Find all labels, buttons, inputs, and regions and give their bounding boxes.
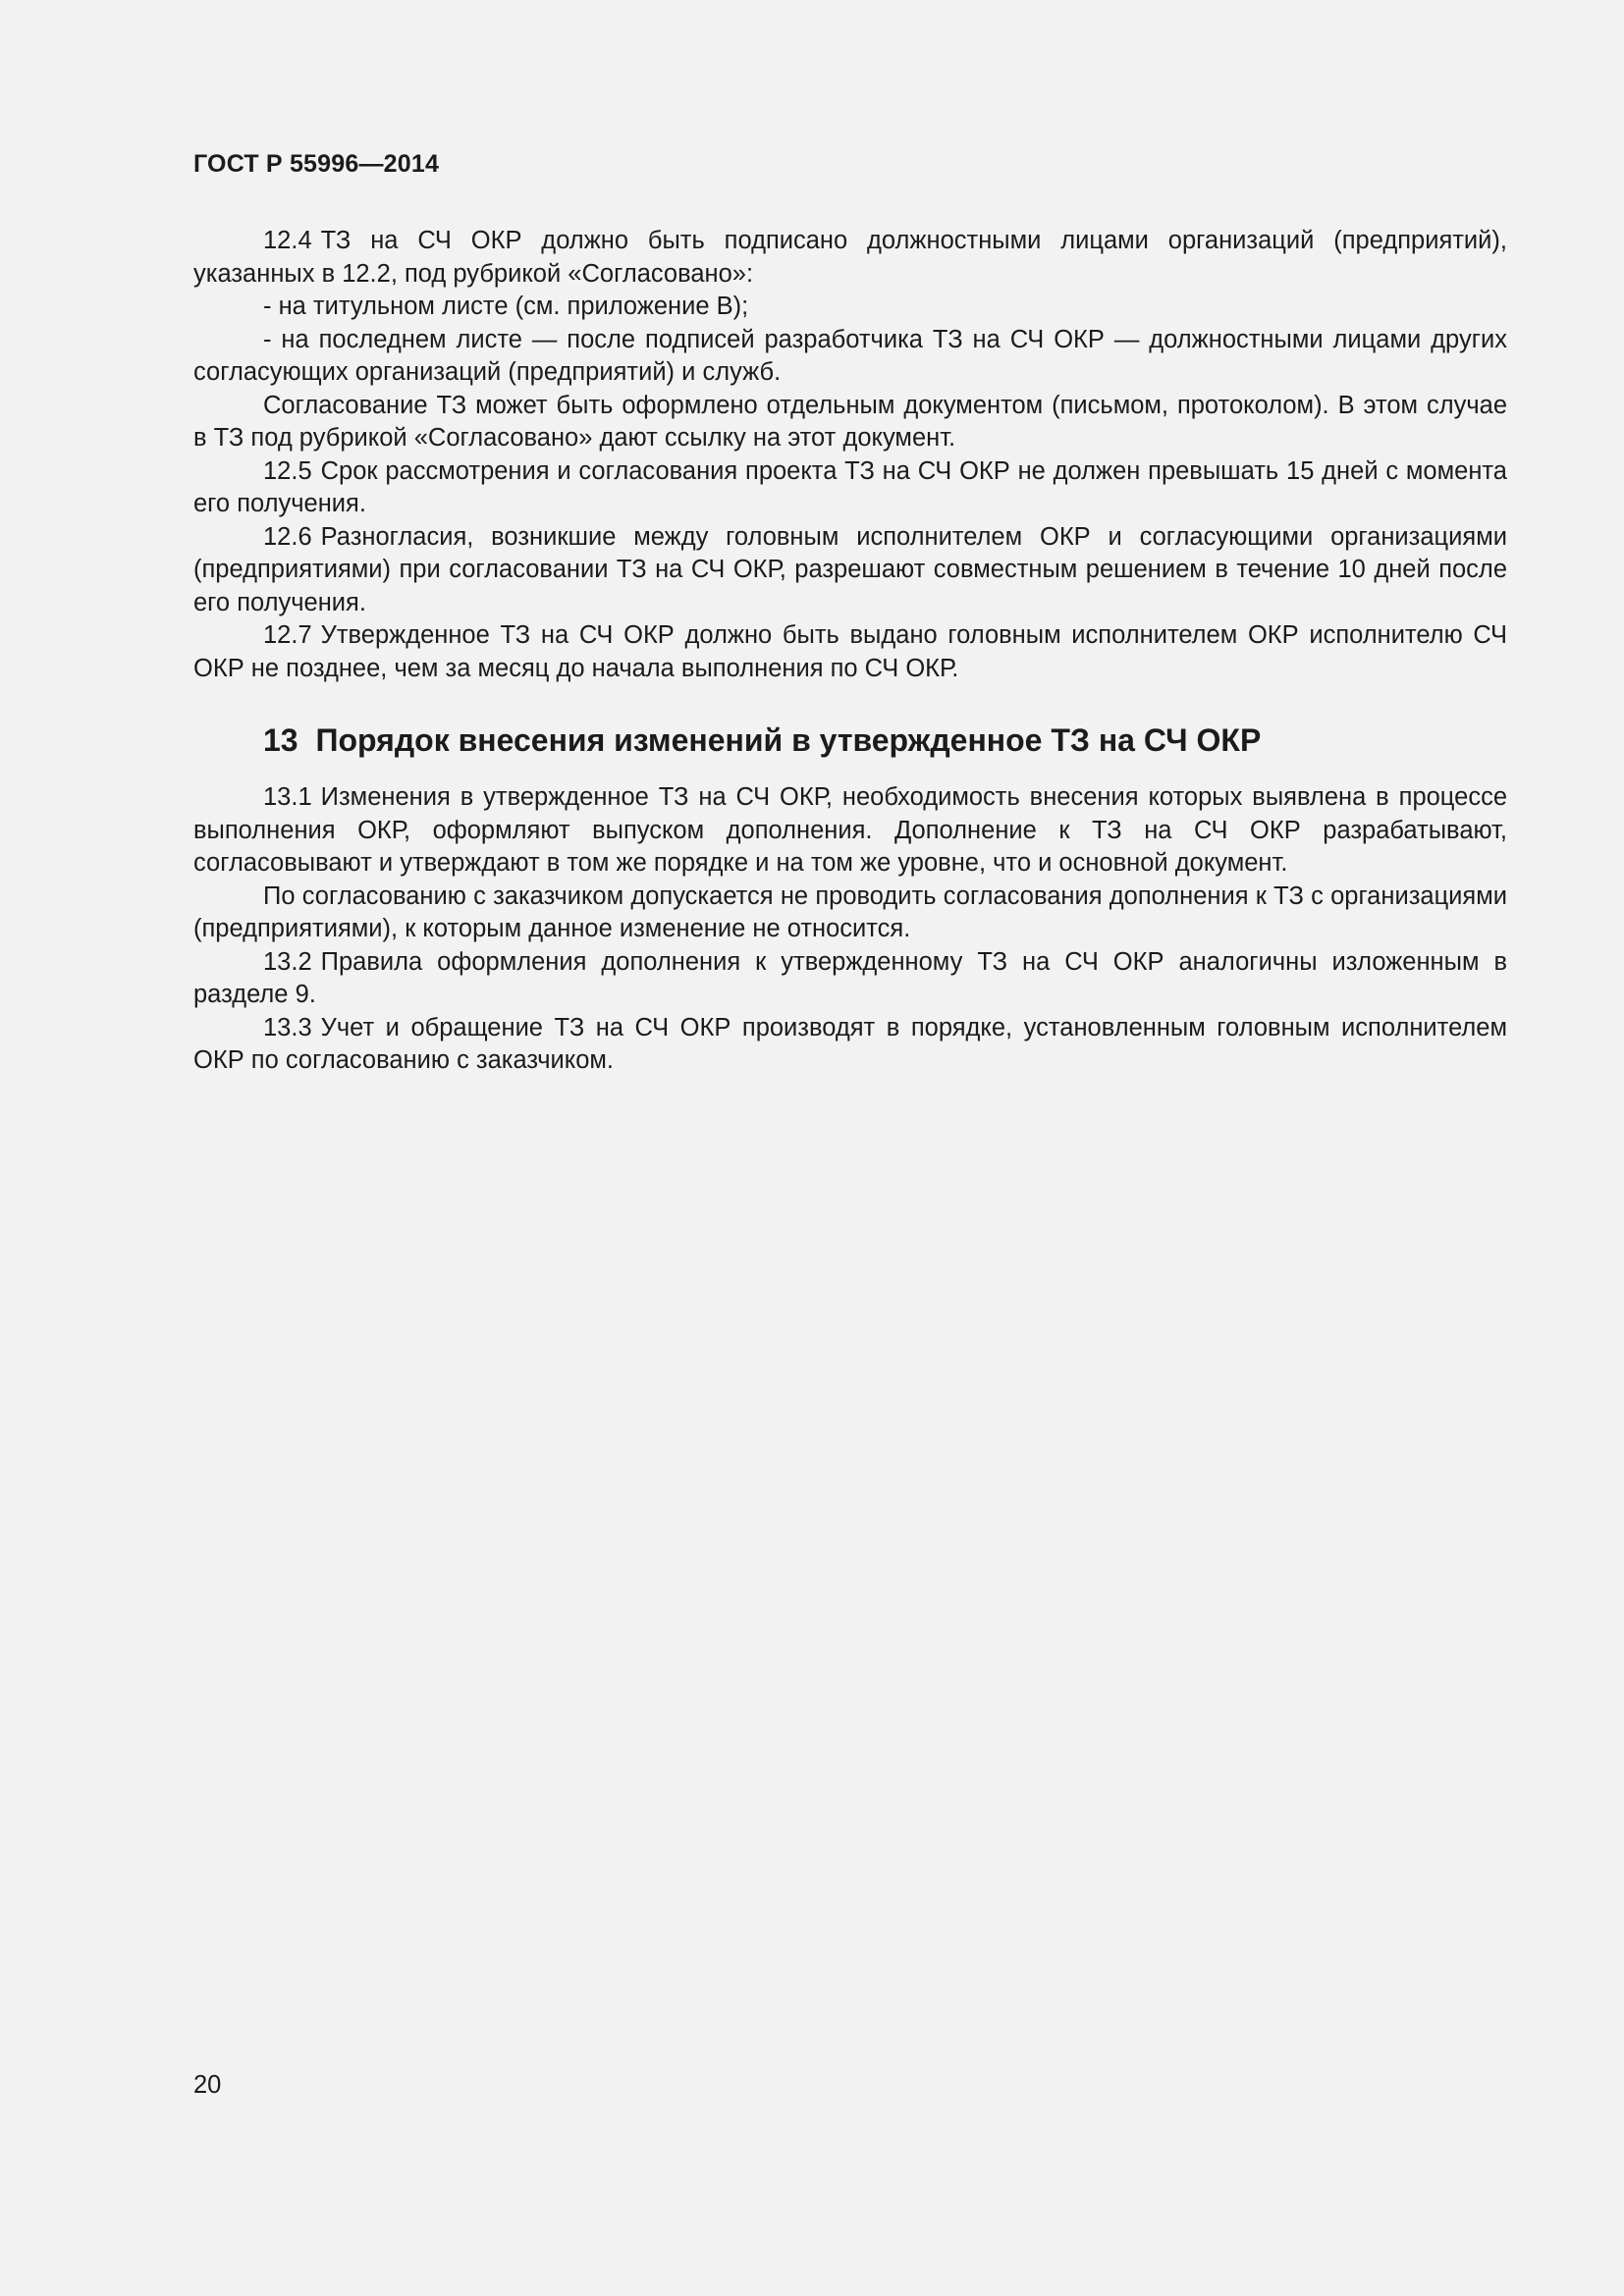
section-title: Порядок внесения изменений в утвержденное ТЗ на СЧ ОКР [315,722,1262,758]
list-item-last-sheet: - на последнем листе — после подписей разработчика ТЗ на СЧ ОКР — должностными лицами других согласующих организаций (предприятий) и служб. [193,325,1507,386]
clause-13-1 [193,781,1507,881]
clause-12-5 [193,455,1507,521]
clause-13-3 [193,1012,1507,1078]
clause-text: Изменения в утвержденное ТЗ на СЧ ОКР, необходимость внесения которых выявлена в процессе выполнения ОКР, оформляют выпуском дополнения. Дополнение к ТЗ на СЧ ОКР разрабатывают, согласовывают и утверждают в том же порядке и на том же уровне, что и основной документ. [193,783,1507,877]
clause-12-6 [193,521,1507,620]
clause-text: Утвержденное ТЗ на СЧ ОКР должно быть выдано головным исполнителем ОКР исполнителю СЧ ОКР не позднее, чем за месяц до начала выполнения по СЧ ОКР. [193,621,1507,682]
clause-12-4 [193,225,1507,291]
clause-number: 12.7 [263,621,312,649]
clause-number: 12.4 [263,227,312,254]
paragraph-agreement-document: Согласование ТЗ может быть оформлено отдельным документом (письмом, протоколом). В этом случае в ТЗ под рубрикой «Согласовано» дают ссылку на этот документ. [193,391,1507,452]
page-header-standard-code: ГОСТ Р 55996—2014 [193,150,440,178]
paragraph-customer-agreement: По согласованию с заказчиком допускается не проводить согласования дополнения к ТЗ с организациями (предприятиями), к которым данное изменение не относится. [193,881,1507,942]
clause-text: Срок рассмотрения и согласования проекта ТЗ на СЧ ОКР не должен превышать 15 дней с момента его получения. [193,456,1507,517]
page-number: 20 [193,2071,222,2099]
clause-text: Разногласия, возникшие между головным исполнителем ОКР и согласующими организациями (предприятиями) при согласовании ТЗ на СЧ ОКР, разрешают совместным решением в течение 10 дней после его получения. [193,522,1507,616]
clause-number: 12.5 [263,456,312,485]
clause-text: Учет и обращение ТЗ на СЧ ОКР производят в порядке, установленным головным исполнителем ОКР по согласованию с заказчиком. [193,1013,1507,1074]
clause-number: 13.2 [263,947,312,976]
list-item-title-sheet: - на титульном листе (см. приложение В); [263,293,749,320]
section-number: 13 [263,722,298,758]
clause-text: ТЗ на СЧ ОКР должно быть подписано должностными лицами организаций (предприятий), указанных в 12.2, под рубрикой «Согласовано»: [193,227,1507,288]
clause-13-2 [193,946,1507,1012]
clause-number: 13.3 [263,1013,312,1041]
clause-text: Правила оформления дополнения к утвержденному ТЗ на СЧ ОКР аналогичны изложенным в разделе 9. [193,947,1507,1008]
clause-number: 13.1 [263,783,312,811]
clause-12-7 [193,619,1507,685]
clause-number: 12.6 [263,522,312,551]
section-13-heading [193,721,1507,760]
document-body [193,225,1507,1078]
